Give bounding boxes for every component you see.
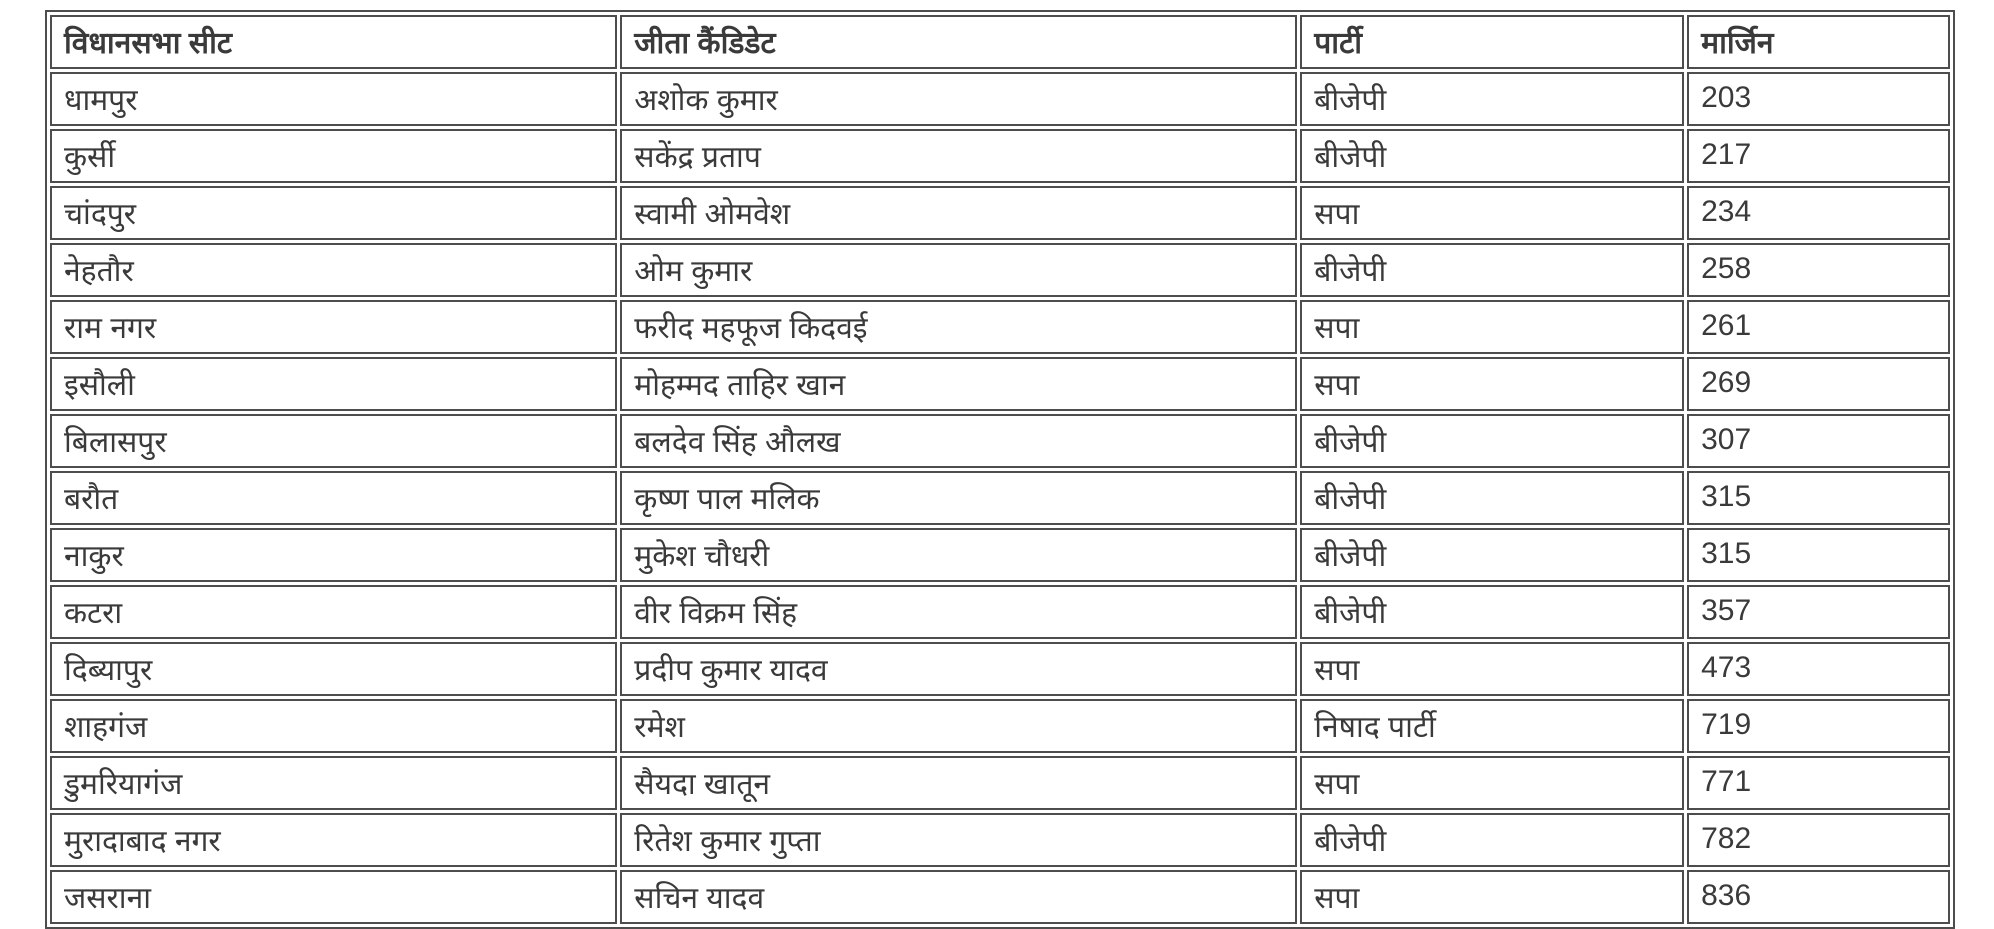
cell-margin: 836: [1687, 870, 1950, 924]
cell-party: बीजेपी: [1300, 72, 1684, 126]
table-row: [50, 357, 1950, 411]
cell-party: सपा: [1300, 357, 1684, 411]
table-row: [50, 642, 1950, 696]
table-row: [50, 471, 1950, 525]
cell-margin: 203: [1687, 72, 1950, 126]
cell-candidate: ओम कुमार: [620, 243, 1297, 297]
cell-seat: चांदपुर: [50, 186, 617, 240]
table-header-row: [50, 15, 1950, 69]
table-row: [50, 300, 1950, 354]
cell-seat: जसराना: [50, 870, 617, 924]
results-table: [45, 10, 1955, 929]
table-row: [50, 528, 1950, 582]
cell-candidate: स्वामी ओमवेश: [620, 186, 1297, 240]
cell-seat: बिलासपुर: [50, 414, 617, 468]
cell-seat: नाकुर: [50, 528, 617, 582]
cell-seat: बरौत: [50, 471, 617, 525]
cell-seat: राम नगर: [50, 300, 617, 354]
cell-candidate: रमेश: [620, 699, 1297, 753]
cell-party: सपा: [1300, 300, 1684, 354]
header-candidate: जीता कैंडिडेट: [620, 15, 1297, 69]
cell-margin: 261: [1687, 300, 1950, 354]
table-row: [50, 813, 1950, 867]
cell-seat: इसौली: [50, 357, 617, 411]
cell-seat: मुरादाबाद नगर: [50, 813, 617, 867]
table-row: [50, 186, 1950, 240]
cell-party: बीजेपी: [1300, 813, 1684, 867]
table-row: [50, 870, 1950, 924]
cell-candidate: कृष्ण पाल मलिक: [620, 471, 1297, 525]
cell-margin: 307: [1687, 414, 1950, 468]
cell-candidate: वीर विक्रम सिंह: [620, 585, 1297, 639]
cell-party: सपा: [1300, 870, 1684, 924]
cell-candidate: रितेश कुमार गुप्ता: [620, 813, 1297, 867]
cell-party: निषाद पार्टी: [1300, 699, 1684, 753]
cell-party: बीजेपी: [1300, 129, 1684, 183]
cell-candidate: मोहम्मद ताहिर खान: [620, 357, 1297, 411]
cell-candidate: अशोक कुमार: [620, 72, 1297, 126]
cell-margin: 217: [1687, 129, 1950, 183]
cell-seat: धामपुर: [50, 72, 617, 126]
cell-margin: 269: [1687, 357, 1950, 411]
table-row: [50, 699, 1950, 753]
cell-margin: 719: [1687, 699, 1950, 753]
cell-candidate: सैयदा खातून: [620, 756, 1297, 810]
cell-candidate: फरीद महफूज किदवई: [620, 300, 1297, 354]
table-row: [50, 129, 1950, 183]
cell-margin: 782: [1687, 813, 1950, 867]
table-row: [50, 243, 1950, 297]
header-margin: मार्जिन: [1687, 15, 1950, 69]
cell-party: बीजेपी: [1300, 528, 1684, 582]
cell-margin: 315: [1687, 528, 1950, 582]
cell-party: बीजेपी: [1300, 471, 1684, 525]
table-row: [50, 585, 1950, 639]
header-party: पार्टी: [1300, 15, 1684, 69]
cell-margin: 771: [1687, 756, 1950, 810]
cell-candidate: सकेंद्र प्रताप: [620, 129, 1297, 183]
cell-party: सपा: [1300, 642, 1684, 696]
cell-seat: दिब्यापुर: [50, 642, 617, 696]
cell-candidate: बलदेव सिंह औलख: [620, 414, 1297, 468]
cell-margin: 473: [1687, 642, 1950, 696]
table-row: [50, 414, 1950, 468]
cell-candidate: सचिन यादव: [620, 870, 1297, 924]
cell-seat: नेहतौर: [50, 243, 617, 297]
cell-margin: 315: [1687, 471, 1950, 525]
table-row: [50, 72, 1950, 126]
cell-party: सपा: [1300, 756, 1684, 810]
table-row: [50, 756, 1950, 810]
cell-party: बीजेपी: [1300, 585, 1684, 639]
cell-candidate: मुकेश चौधरी: [620, 528, 1297, 582]
cell-party: बीजेपी: [1300, 414, 1684, 468]
cell-seat: कुर्सी: [50, 129, 617, 183]
cell-candidate: प्रदीप कुमार यादव: [620, 642, 1297, 696]
cell-margin: 258: [1687, 243, 1950, 297]
cell-seat: डुमरियागंज: [50, 756, 617, 810]
cell-seat: शाहगंज: [50, 699, 617, 753]
cell-margin: 357: [1687, 585, 1950, 639]
cell-party: सपा: [1300, 186, 1684, 240]
header-seat: विधानसभा सीट: [50, 15, 617, 69]
cell-party: बीजेपी: [1300, 243, 1684, 297]
cell-seat: कटरा: [50, 585, 617, 639]
cell-margin: 234: [1687, 186, 1950, 240]
